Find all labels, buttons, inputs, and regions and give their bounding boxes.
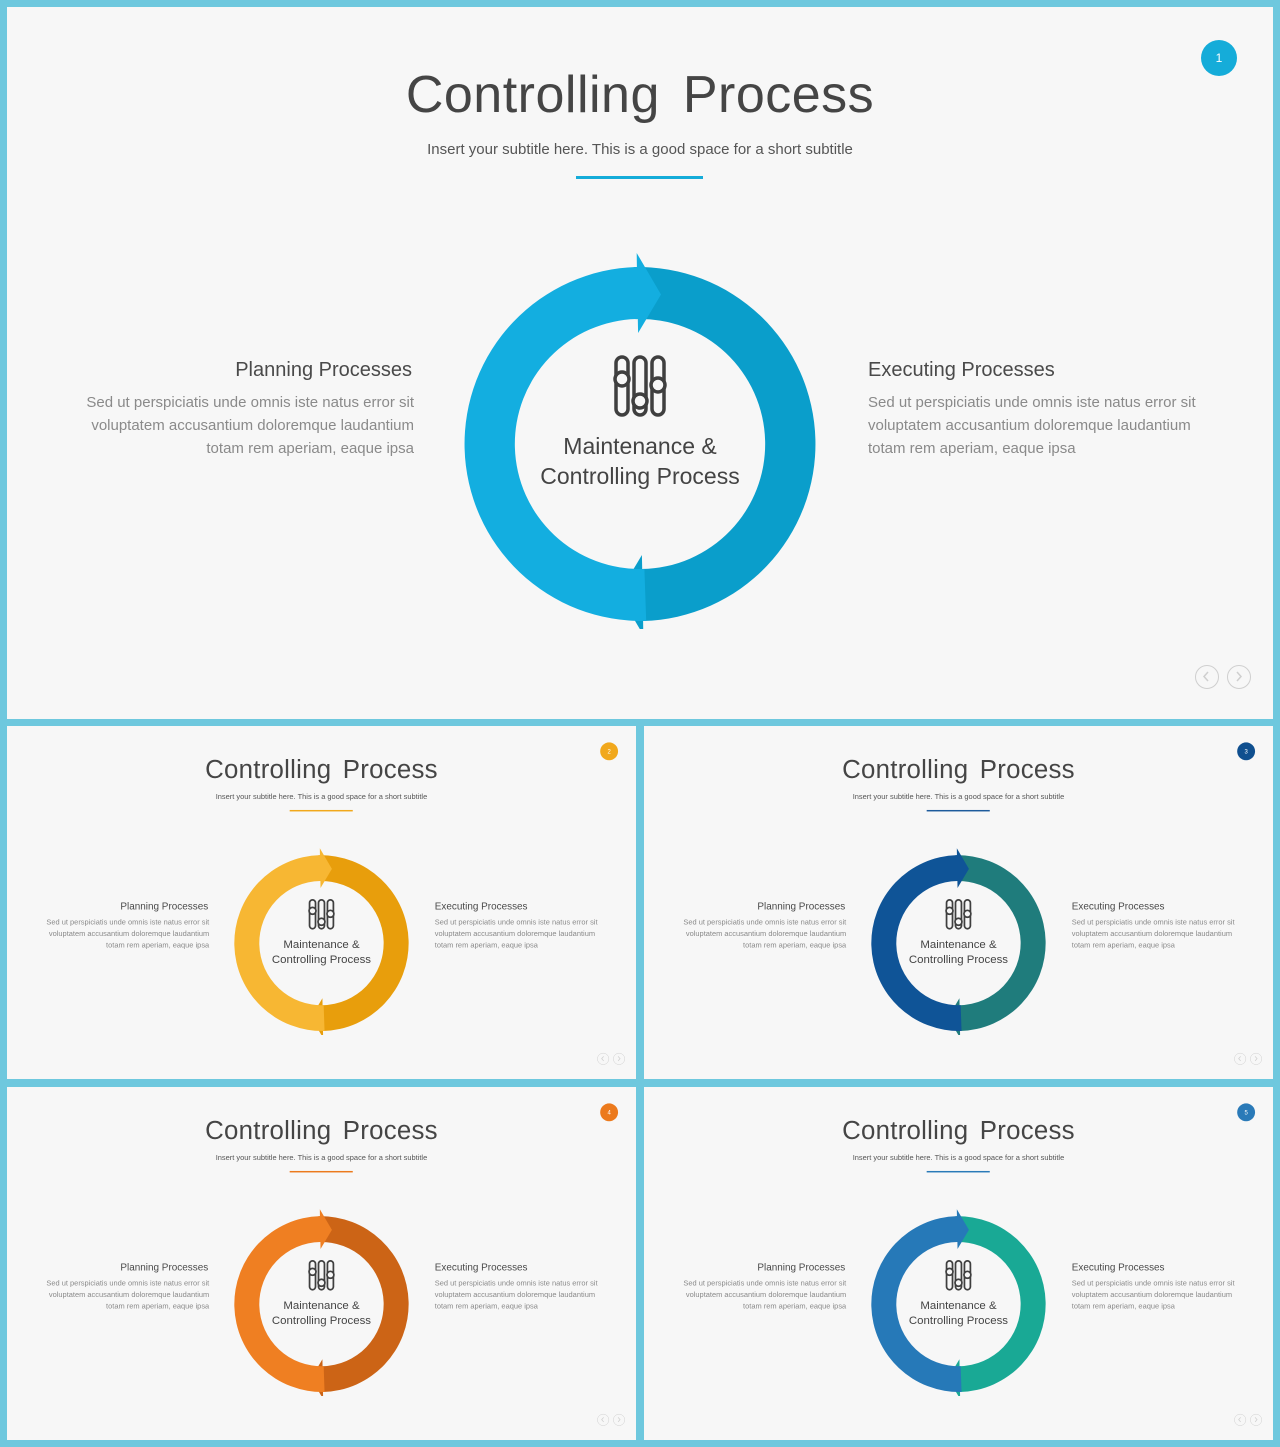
next-slide-button[interactable]	[613, 1053, 625, 1065]
accent-underline	[576, 176, 703, 179]
chevron-right-icon	[614, 1053, 624, 1063]
center-label: Maintenance & Controlling Process	[271, 1298, 372, 1327]
planning-body: Sed ut perspiciatis unde omnis iste natus error sit voluptatem accusantium doloremque laudantium totam rem aperiam, eaque ipsa	[683, 1279, 847, 1311]
next-slide-button[interactable]	[613, 1414, 625, 1426]
planning-body: Sed ut perspiciatis unde omnis iste natus error sit voluptatem accusantium doloremque laudantium totam rem aperiam, eaque ipsa	[46, 1279, 210, 1311]
slide-subtitle: Insert your subtitle here. This is a good space for a short subtitle	[215, 792, 428, 802]
chevron-left-icon	[1235, 1414, 1245, 1424]
slide-content	[7, 1087, 636, 1440]
slide-subtitle: Insert your subtitle here. This is a good space for a short subtitle	[852, 792, 1065, 802]
center-label: Maintenance & Controlling Process	[908, 937, 1009, 966]
slide-number-badge: 1	[1201, 40, 1237, 76]
sliders-icon	[306, 899, 338, 931]
slider-knob	[633, 394, 647, 408]
slider-knob	[318, 918, 325, 925]
prev-slide-button[interactable]	[1234, 1414, 1246, 1426]
chevron-right-icon	[1228, 666, 1249, 687]
sliders-icon	[943, 1260, 975, 1292]
slide-subtitle: Insert your subtitle here. This is a good space for a short subtitle	[427, 141, 853, 158]
prev-slide-button[interactable]	[597, 1053, 609, 1065]
slide-title: Controlling Process	[842, 755, 1075, 785]
sliders-icon	[306, 1260, 338, 1292]
slide-subtitle: Insert your subtitle here. This is a good space for a short subtitle	[215, 1153, 428, 1163]
slider-knob	[955, 918, 962, 925]
executing-body: Sed ut perspiciatis unde omnis iste natus error sit voluptatem accusantium doloremque laudantium totam rem aperiam, eaque ipsa	[868, 394, 1196, 457]
executing-body: Sed ut perspiciatis unde omnis iste natus error sit voluptatem accusantium doloremque laudantium totam rem aperiam, eaque ipsa	[1071, 918, 1235, 950]
slide-number-badge: 2	[600, 742, 618, 760]
slider-knob	[946, 907, 953, 914]
planning-heading: Planning Processes	[757, 1261, 846, 1273]
slide-content	[644, 726, 1273, 1079]
slide-subtitle: Insert your subtitle here. This is a good space for a short subtitle	[852, 1153, 1065, 1163]
executing-body: Sed ut perspiciatis unde omnis iste natus error sit voluptatem accusantium doloremque laudantium totam rem aperiam, eaque ipsa	[1071, 1279, 1235, 1311]
slide-content	[7, 726, 636, 1079]
chevron-left-icon	[1196, 666, 1217, 687]
slide-title: Controlling Process	[405, 66, 875, 124]
accent-underline	[290, 1171, 353, 1172]
slider-knob	[327, 910, 334, 917]
slide-title: Controlling Process	[205, 755, 438, 785]
planning-heading: Planning Processes	[235, 359, 412, 381]
planning-heading: Planning Processes	[120, 900, 209, 912]
chevron-left-icon	[598, 1414, 608, 1424]
executing-heading: Executing Processes	[1071, 1261, 1165, 1273]
center-label: Maintenance & Controlling Process	[908, 1298, 1009, 1327]
sliders-icon	[943, 899, 975, 931]
slider-knob	[964, 1271, 971, 1278]
slide-number-badge: 5	[1237, 1103, 1255, 1121]
next-slide-button[interactable]	[1250, 1414, 1262, 1426]
next-slide-button[interactable]	[1250, 1053, 1262, 1065]
executing-heading: Executing Processes	[434, 1261, 528, 1273]
slide-3	[644, 726, 1273, 1079]
accent-underline	[927, 810, 990, 811]
chevron-right-icon	[614, 1414, 624, 1424]
chevron-left-icon	[1235, 1053, 1245, 1063]
slider-knob	[309, 1268, 316, 1275]
center-label: Maintenance & Controlling Process	[271, 937, 372, 966]
executing-heading: Executing Processes	[434, 900, 528, 912]
slider-knob	[946, 1268, 953, 1275]
accent-underline	[927, 1171, 990, 1172]
sliders-icon	[608, 355, 672, 419]
slider-knob	[318, 1279, 325, 1286]
accent-underline	[290, 810, 353, 811]
slide-2	[7, 726, 636, 1079]
slide-5	[644, 1087, 1273, 1440]
slider-knob	[651, 378, 665, 392]
slide-title: Controlling Process	[842, 1116, 1075, 1146]
executing-heading: Executing Processes	[1071, 900, 1165, 912]
chevron-right-icon	[1251, 1414, 1261, 1424]
slide-number-badge: 4	[600, 1103, 618, 1121]
chevron-right-icon	[1251, 1053, 1261, 1063]
prev-slide-button[interactable]	[597, 1414, 609, 1426]
prev-slide-button[interactable]	[1234, 1053, 1246, 1065]
planning-body: Sed ut perspiciatis unde omnis iste natus error sit voluptatem accusantium doloremque laudantium totam rem aperiam, eaque ipsa	[683, 918, 847, 950]
planning-body: Sed ut perspiciatis unde omnis iste natus error sit voluptatem accusantium doloremque laudantium totam rem aperiam, eaque ipsa	[46, 918, 210, 950]
slide-content	[7, 7, 1273, 719]
center-label: Maintenance & Controlling Process	[540, 433, 740, 489]
executing-body: Sed ut perspiciatis unde omnis iste natus error sit voluptatem accusantium doloremque laudantium totam rem aperiam, eaque ipsa	[434, 1279, 598, 1311]
chevron-left-icon	[598, 1053, 608, 1063]
slide-1	[7, 7, 1273, 719]
slide-4	[7, 1087, 636, 1440]
planning-heading: Planning Processes	[120, 1261, 209, 1273]
slide-content	[644, 1087, 1273, 1440]
executing-heading: Executing Processes	[868, 359, 1055, 381]
next-slide-button[interactable]	[1227, 665, 1251, 689]
executing-body: Sed ut perspiciatis unde omnis iste natus error sit voluptatem accusantium doloremque laudantium totam rem aperiam, eaque ipsa	[434, 918, 598, 950]
prev-slide-button[interactable]	[1195, 665, 1219, 689]
slide-title: Controlling Process	[205, 1116, 438, 1146]
slider-knob	[309, 907, 316, 914]
planning-body: Sed ut perspiciatis unde omnis iste natus error sit voluptatem accusantium doloremque laudantium totam rem aperiam, eaque ipsa	[86, 394, 414, 457]
planning-heading: Planning Processes	[757, 900, 846, 912]
slider-knob	[955, 1279, 962, 1286]
slider-knob	[327, 1271, 334, 1278]
slide-number-badge: 3	[1237, 742, 1255, 760]
slider-knob	[964, 910, 971, 917]
slider-knob	[615, 372, 629, 386]
